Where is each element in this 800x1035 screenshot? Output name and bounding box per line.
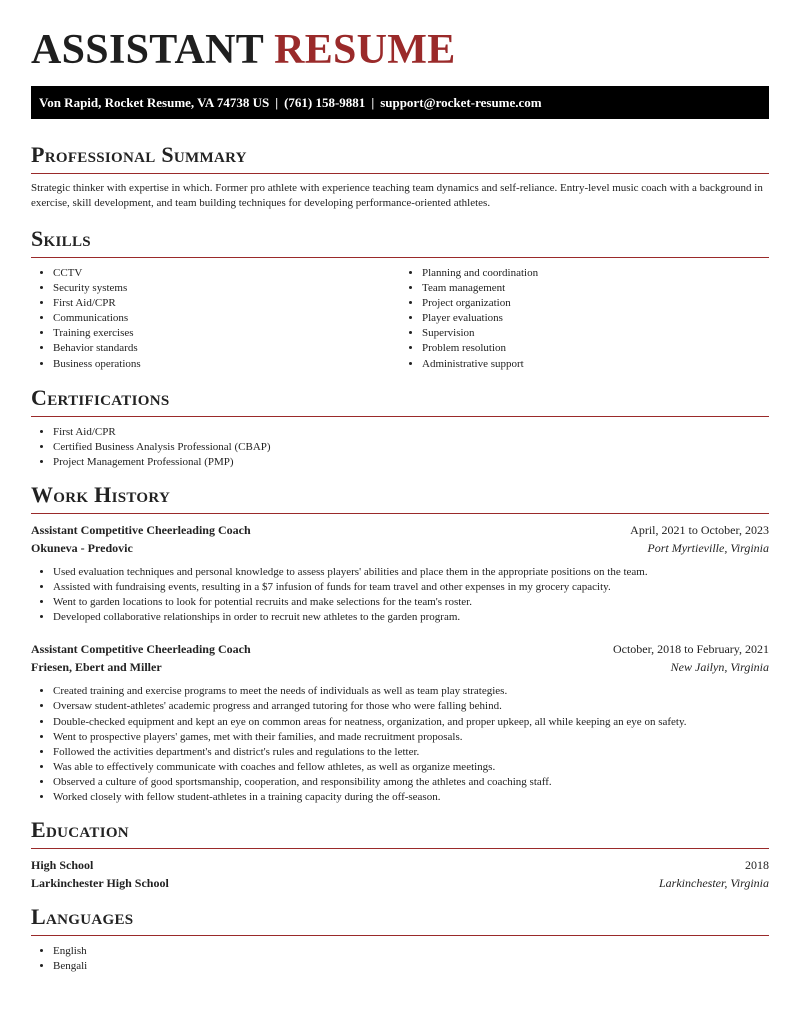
skill-item: • Security systems [53, 281, 400, 296]
skills-columns [31, 266, 769, 372]
certification-item: • Certified Business Analysis Professional (CBAP) [53, 440, 769, 455]
job-bullet: • Developed collaborative relationships in order to recruit new athletes to the garden program. [53, 610, 769, 625]
job-dates: April, 2021 to October, 2023 [630, 522, 769, 537]
contact-email: support@rocket-resume.com [380, 95, 542, 110]
skill-item: • Project organization [422, 296, 769, 311]
education-section [31, 817, 769, 892]
job-entry [31, 521, 769, 625]
job-header-row [31, 521, 769, 539]
last-name: RESUME [274, 27, 456, 73]
job-title: Assistant Competitive Cheerleading Coach [31, 522, 251, 537]
section-divider [31, 173, 769, 174]
skill-item: • First Aid/CPR [53, 296, 400, 311]
education-header-row [31, 856, 769, 874]
skill-item: • Training exercises [53, 326, 400, 341]
job-header-row [31, 640, 769, 658]
section-divider [31, 513, 769, 514]
section-divider [31, 257, 769, 258]
languages-section [31, 904, 769, 974]
skill-item: • Player evaluations [422, 311, 769, 326]
language-item: • English [53, 944, 769, 959]
resume-name [31, 24, 769, 76]
certification-item: • First Aid/CPR [53, 425, 769, 440]
contact-phone: (761) 158-9881 [284, 95, 366, 110]
job-bullet: • Was able to effectively communicate with coaches and fellow athletes, as well as organize meetings. [53, 760, 769, 775]
certifications-section [31, 385, 769, 470]
education-year: 2018 [745, 858, 769, 873]
skill-item: • Supervision [422, 326, 769, 341]
skills-list-right [400, 266, 769, 372]
job-bullet: • Assisted with fundraising events, resulting in a $7 infusion of funds for team travel and other expenses in my grocery capacity. [53, 580, 769, 595]
skill-item: • Problem resolution [422, 341, 769, 356]
skills-heading: Skills [31, 226, 91, 251]
skill-item: • Communications [53, 311, 400, 326]
section-divider [31, 848, 769, 849]
skills-section [31, 226, 769, 372]
education-degree: High School [31, 858, 94, 873]
education-school: Larkinchester High School [31, 876, 169, 891]
job-bullet: • Went to prospective players' games, met with their families, and made recruitment proposals. [53, 730, 769, 745]
job-dates: October, 2018 to February, 2021 [612, 642, 769, 657]
skill-item: • Team management [422, 281, 769, 296]
work-history-section [31, 482, 769, 805]
skill-item: • Planning and coordination [422, 266, 769, 281]
languages-list [31, 944, 769, 974]
education-entry [31, 856, 769, 892]
language-item: • Bengali [53, 959, 769, 974]
languages-heading: Languages [31, 904, 134, 930]
skill-item: • Administrative support [422, 357, 769, 372]
job-entry [31, 640, 769, 805]
contact-separator: | [371, 95, 375, 110]
skill-item: • Behavior standards [53, 341, 400, 356]
work-history-heading: Work History [31, 481, 171, 507]
education-heading: Education [31, 817, 129, 843]
resume-content [31, 24, 769, 974]
job-bullet: • Followed the activities department's and district's rules and regulations to the letter. [53, 745, 769, 760]
job-company: Friesen, Ebert and Miller [31, 660, 162, 675]
job-bullet: • Used evaluation techniques and personal knowledge to assess players' abilities and place them in the appropriate positions on the team. [53, 565, 769, 580]
job-location: Port Myrtieville, Virginia [647, 540, 769, 555]
job-bullet: • Double-checked equipment and kept an eye on common areas for neatness, organization, and proper upkeep, all while keeping an eye on safety. [53, 715, 769, 730]
job-bullet: • Created training and exercise programs to meet the needs of individuals as well as team play strategies. [53, 684, 769, 699]
education-school-row [31, 874, 769, 892]
section-divider [31, 935, 769, 936]
certification-item: • Project Management Professional (PMP) [53, 455, 769, 470]
skill-item: • Business operations [53, 357, 400, 372]
job-company-row [31, 658, 769, 676]
contact-address: Von Rapid, Rocket Resume, VA 74738 US [39, 95, 270, 110]
job-location: New Jailyn, Virginia [670, 660, 769, 675]
section-divider [31, 416, 769, 417]
certifications-heading: Certifications [31, 384, 170, 410]
summary-heading: Professional Summary [31, 142, 247, 167]
job-bullet: • Went to garden locations to look for potential recruits and make selections for the team's roster. [53, 595, 769, 610]
job-bullets [31, 684, 769, 805]
education-location: Larkinchester, Virginia [659, 876, 769, 891]
job-bullet: • Worked closely with fellow student-athletes in a training capacity during the off-season. [53, 790, 769, 805]
contact-separator: | [275, 95, 279, 110]
job-bullets [31, 565, 769, 625]
summary-text: Strategic thinker with expertise in which. Former pro athlete with experience teaching team dynamics and self-reliance. Entry-level music coach with a background in exercise, skill development, and team building techniques for developing performance-oriented athletes. [31, 182, 763, 209]
contact-bar [31, 86, 769, 119]
job-company: Okuneva - Predovic [31, 540, 133, 555]
job-title: Assistant Competitive Cheerleading Coach [31, 642, 251, 657]
skill-item: • CCTV [53, 266, 400, 281]
job-bullet: • Oversaw student-athletes' academic progress and arranged tutoring for those who were falling behind. [53, 699, 769, 714]
skills-list-left [31, 266, 400, 372]
job-bullet: • Observed a culture of good sportsmanship, cooperation, and responsibility among the athletes and coaching staff. [53, 775, 769, 790]
job-company-row [31, 539, 769, 557]
first-name: ASSISTANT [31, 27, 264, 73]
summary-section [31, 142, 769, 211]
certifications-list [31, 425, 769, 470]
